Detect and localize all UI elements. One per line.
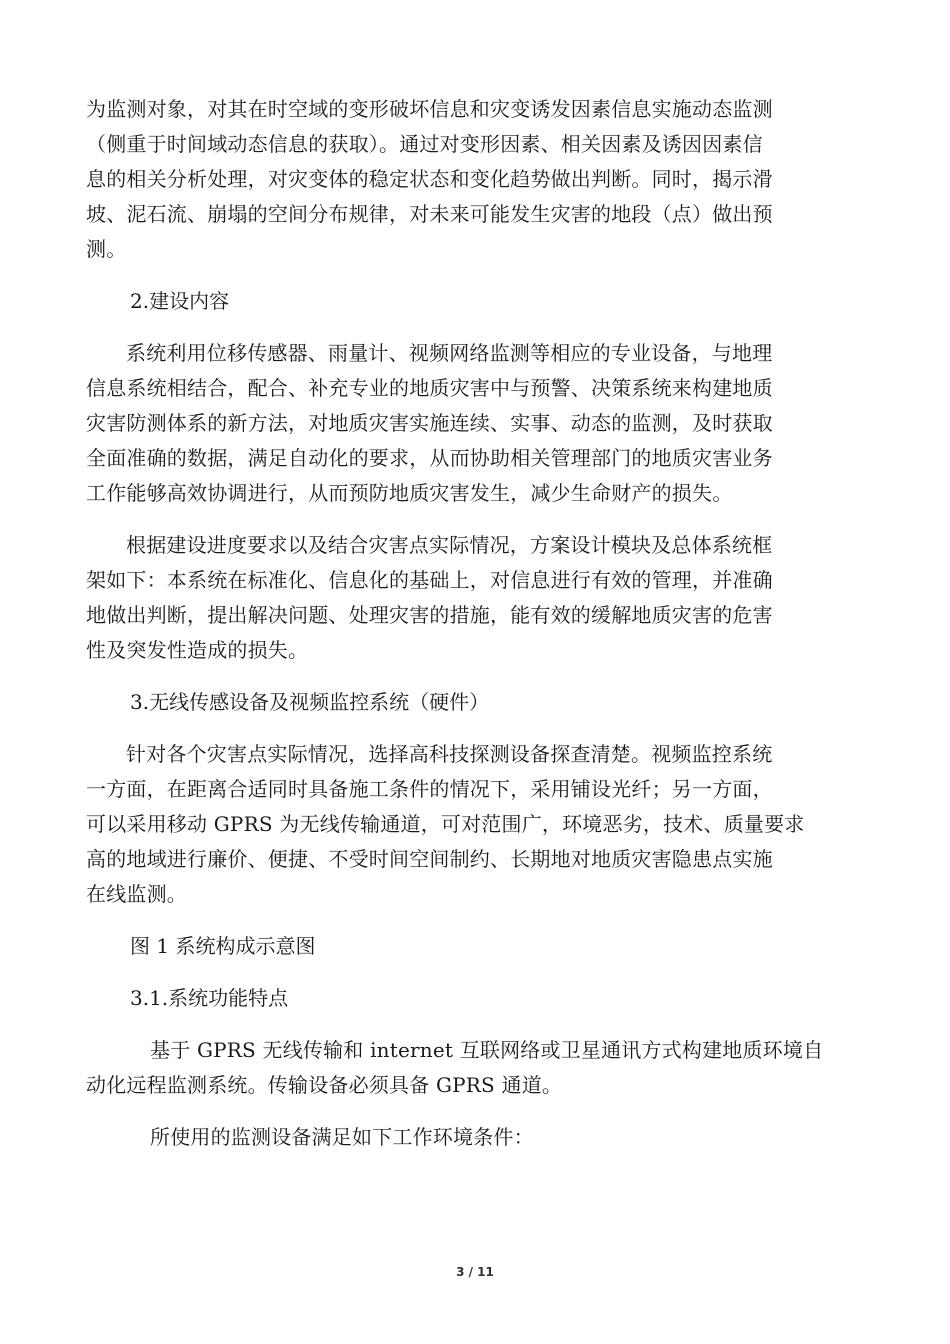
text-line: 所使用的监测设备满足如下工作环境条件： bbox=[150, 1125, 534, 1149]
text-line: 息的相关分析处理，对灾变体的稳定状态和变化趋势做出判断。同时，揭示滑 bbox=[86, 167, 773, 191]
text-line: 为监测对象，对其在时空域的变形破坏信息和灾变诱发因素信息实施动态监测 bbox=[86, 97, 773, 121]
section-heading-features: 3.1.系统功能特点 bbox=[130, 986, 289, 1010]
text-line: 系统利用位移传感器、雨量计、视频网络监测等相应的专业设备，与地理 bbox=[126, 341, 773, 365]
text-line: 性及突发性造成的损失。 bbox=[86, 638, 309, 662]
text-line: （侧重于时间域动态信息的获取）。通过对变形因素、相关因素及诱因因素信 bbox=[86, 132, 763, 156]
text-line: 根据建设进度要求以及结合灾害点实际情况，方案设计模块及总体系统框 bbox=[126, 533, 773, 557]
section-heading-wireless: 3.无线传感设备及视频监控系统（硬件） bbox=[130, 690, 490, 714]
text-line: 可以采用移动 GPRS 为无线传输通道，可对范围广，环境恶劣，技术、质量要求 bbox=[86, 812, 805, 836]
text-line: 信息系统相结合，配合、补充专业的地质灾害中与预警、决策系统来构建地质 bbox=[86, 376, 773, 400]
text-line: 一方面，在距离合适同时具备施工条件的情况下，采用铺设光纤；另一方面， bbox=[86, 777, 773, 801]
document-body bbox=[86, 92, 866, 1155]
figure-caption: 图 1 系统构成示意图 bbox=[130, 934, 316, 958]
paragraph-system-description bbox=[86, 336, 866, 511]
text-line: 基于 GPRS 无线传输和 internet 互联网络或卫星通讯方式构建地质环境自 bbox=[150, 1038, 824, 1062]
section-heading-construction: 2.建设内容 bbox=[130, 289, 230, 313]
text-line: 坡、泥石流、崩塌的空间分布规律，对未来可能发生灾害的地段（点）做出预 bbox=[86, 202, 773, 226]
paragraph-video-monitoring bbox=[86, 737, 866, 912]
text-line: 灾害防测体系的新方法，对地质灾害实施连续、实事、动态的监测，及时获取 bbox=[86, 411, 773, 435]
text-line: 地做出判断，提出解决问题、处理灾害的措施，能有效的缓解地质灾害的危害 bbox=[86, 603, 773, 627]
paragraph-environment-conditions bbox=[86, 1120, 866, 1155]
paragraph-monitoring-target bbox=[86, 92, 866, 267]
page-number: 3 / 11 bbox=[456, 1265, 494, 1279]
text-line: 工作能够高效协调进行，从而预防地质灾害发生，减少生命财产的损失。 bbox=[86, 481, 733, 505]
paragraph-design-framework bbox=[86, 528, 866, 668]
text-line: 高的地域进行廉价、便捷、不受时间空间制约、长期地对地质灾害隐患点实施 bbox=[86, 847, 773, 871]
text-line: 在线监测。 bbox=[86, 882, 187, 906]
paragraph-gprs bbox=[86, 1033, 866, 1103]
text-line: 测。 bbox=[86, 237, 127, 261]
text-line: 全面准确的数据，满足自动化的要求，从而协助相关管理部门的地质灾害业务 bbox=[86, 446, 773, 470]
text-line: 动化远程监测系统。传输设备必须具备 GPRS 通道。 bbox=[86, 1073, 563, 1097]
text-line: 架如下：本系统在标准化、信息化的基础上，对信息进行有效的管理，并准确 bbox=[86, 568, 773, 592]
text-line: 针对各个灾害点实际情况，选择高科技探测设备探查清楚。视频监控系统 bbox=[126, 742, 773, 766]
